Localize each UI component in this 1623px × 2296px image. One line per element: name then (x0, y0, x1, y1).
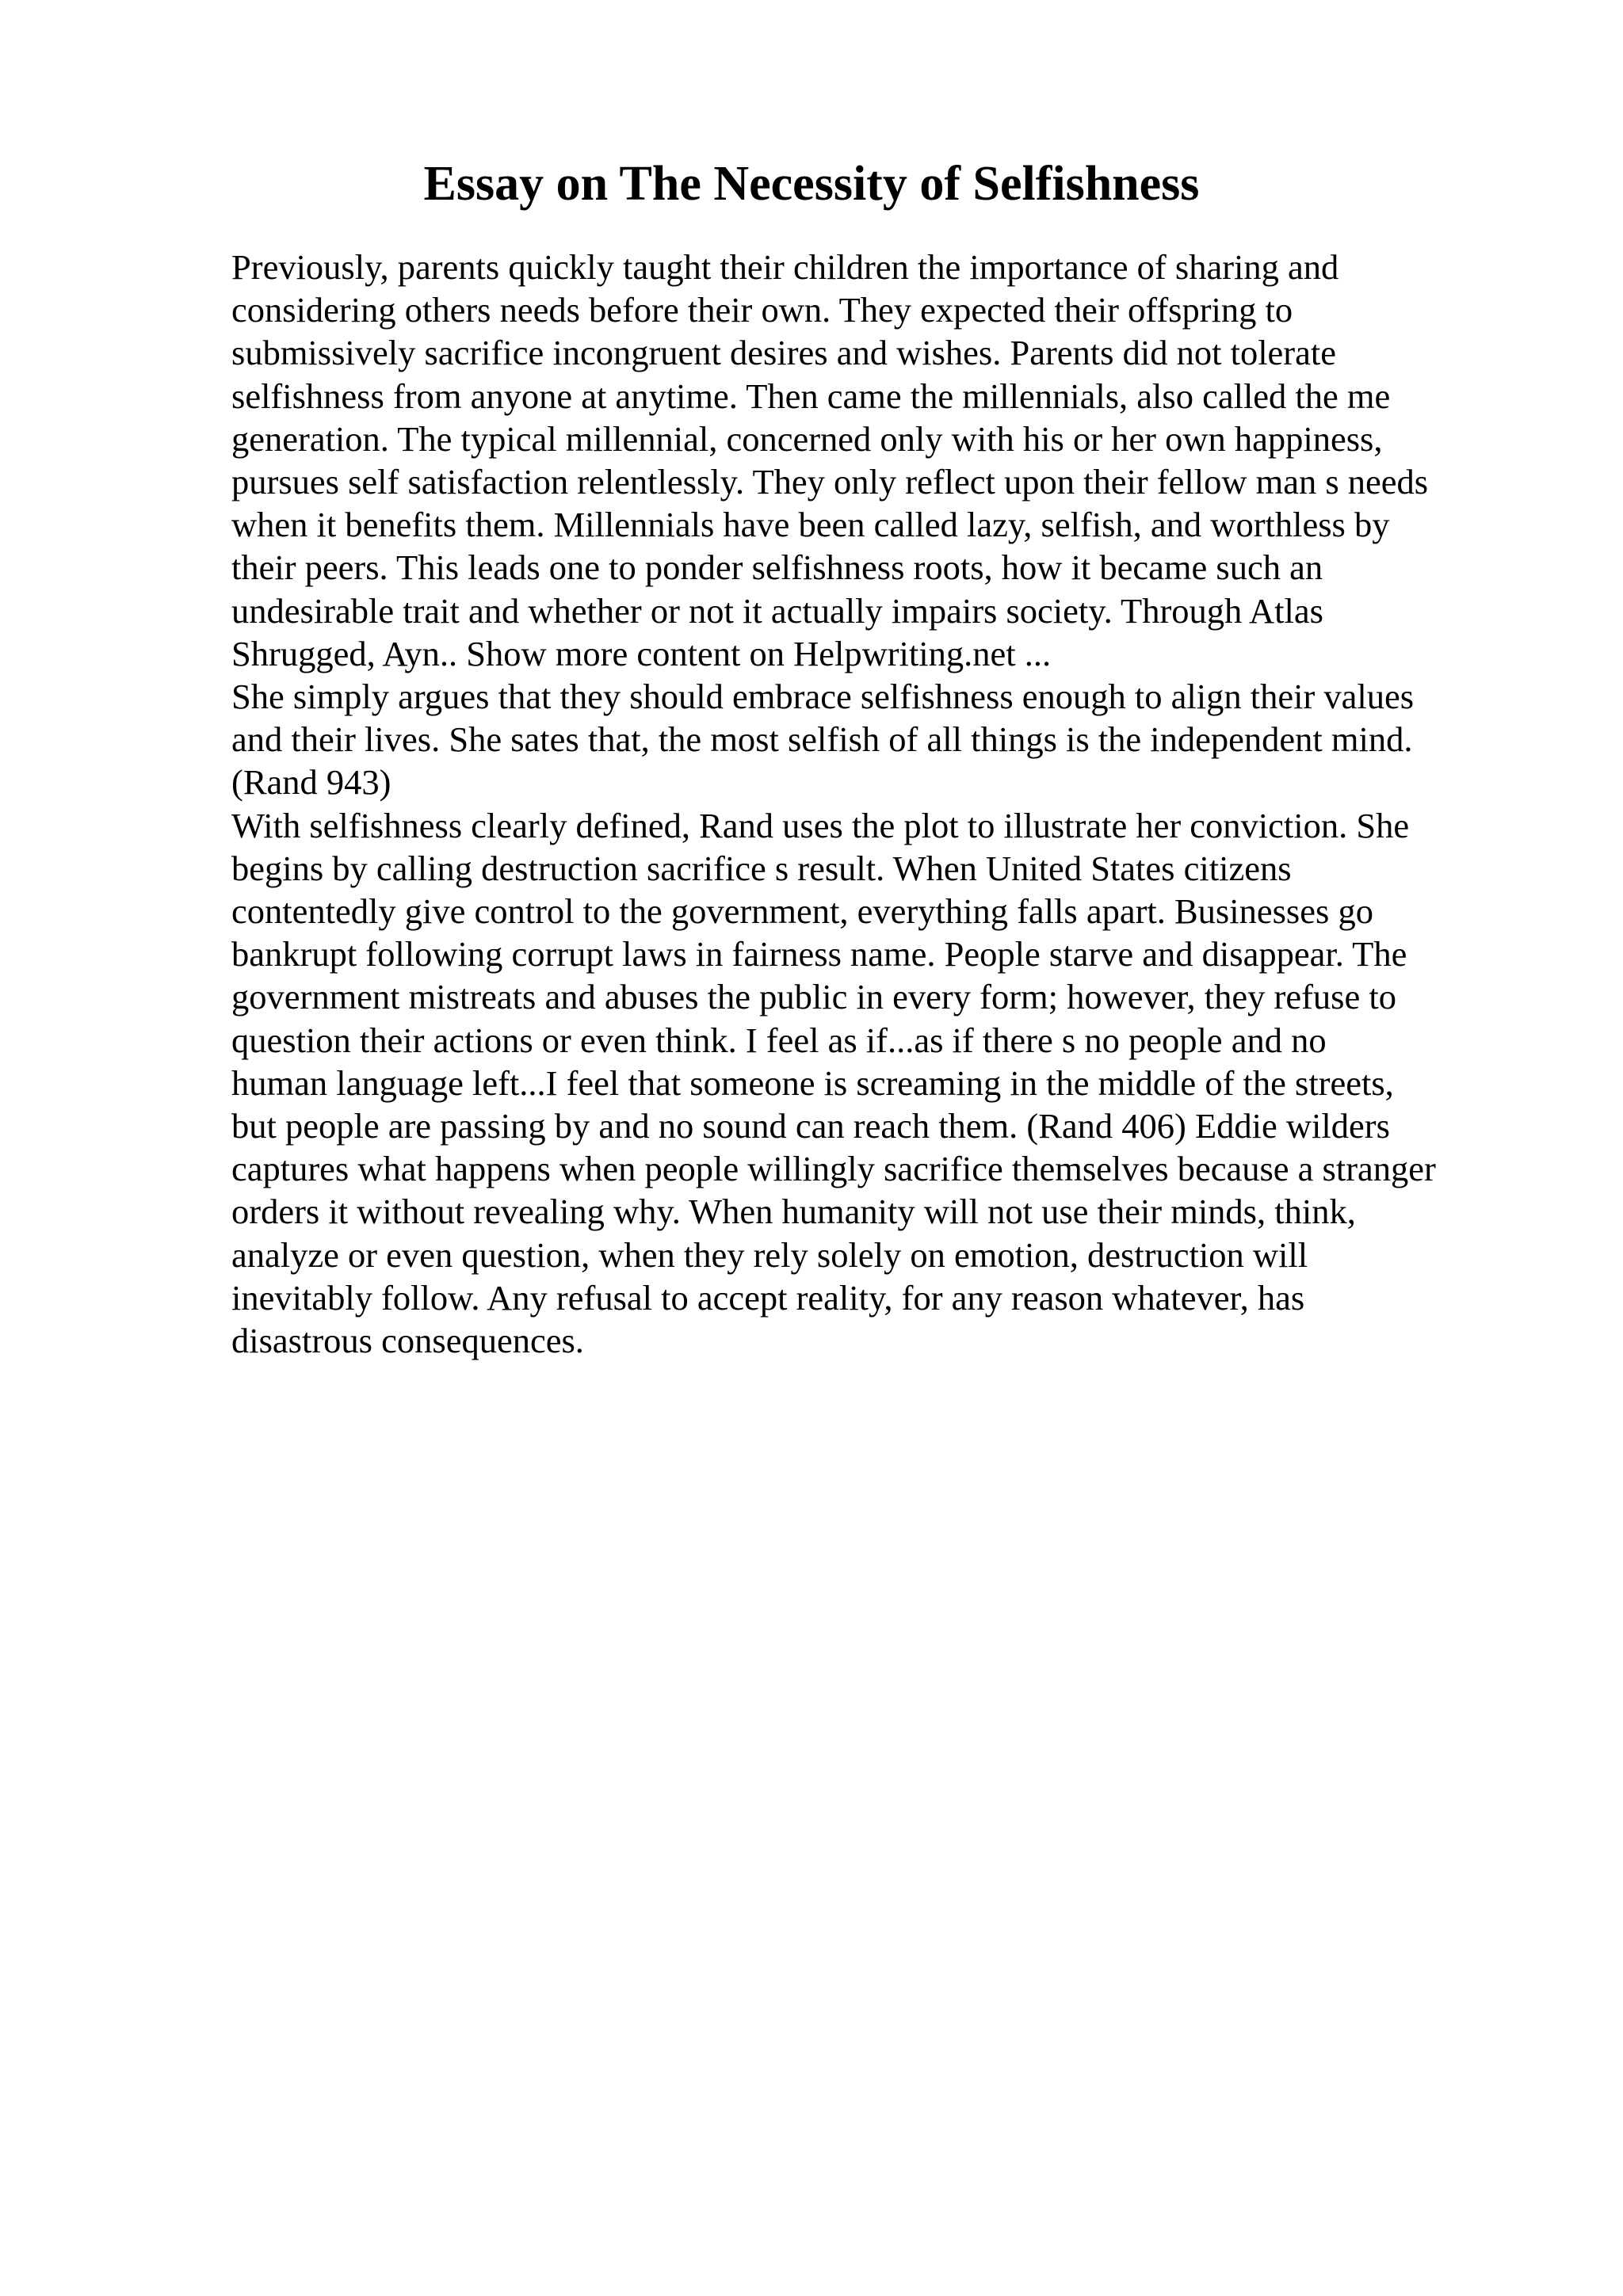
essay-line: captures what happens when people willingly sacrifice themselves because a stranger (231, 1149, 1436, 1189)
essay-line: bankrupt following corrupt laws in fairness name. People starve and disappear. The (231, 934, 1407, 974)
essay-line: government mistreats and abuses the public in every form; however, they refuse to (231, 977, 1396, 1017)
essay-line: (Rand 943) (231, 762, 391, 803)
essay-line: She simply argues that they should embrace selfishness enough to align their values (231, 677, 1415, 717)
essay-line: submissively sacrifice incongruent desires and wishes. Parents did not tolerate (231, 333, 1336, 373)
essay-line: Previously, parents quickly taught their children the importance of sharing and (231, 247, 1339, 287)
essay-line: With selfishness clearly defined, Rand uses the plot to illustrate her conviction. She (231, 805, 1410, 845)
essay-line: generation. The typical millennial, concerned only with his or her own happiness, (231, 418, 1383, 459)
essay-line: considering others needs before their own. They expected their offspring to (231, 290, 1293, 330)
essay-body (231, 246, 1531, 1362)
essay-line: human language left...I feel that someone is screaming in the middle of the streets, (231, 1062, 1394, 1103)
essay-line: but people are passing by and no sound can reach them. (Rand 406) Eddie wilders (231, 1106, 1390, 1146)
essay-line: begins by calling destruction sacrifice s result. When United States citizens (231, 848, 1292, 888)
essay-line: and their lives. She sates that, the most selfish of all things is the independent mind. (231, 719, 1413, 760)
essay-line: pursues self satisfaction relentlessly. They only reflect upon their fellow man s needs (231, 462, 1429, 502)
essay-line: disastrous consequences. (231, 1321, 584, 1361)
essay-line: question their actions or even think. I feel as if...as if there s no people and no (231, 1020, 1327, 1060)
essay-line: inevitably follow. Any refusal to accept reality, for any reason whatever, has (231, 1277, 1305, 1318)
essay-line: contentedly give control to the government, everything falls apart. Businesses go (231, 891, 1373, 932)
essay-line: their peers. This leads one to ponder selfishness roots, how it became such an (231, 547, 1323, 588)
essay-line: when it benefits them. Millennials have been called lazy, selfish, and worthless by (231, 505, 1390, 545)
essay-line: orders it without revealing why. When humanity will not use their minds, think, (231, 1192, 1356, 1232)
essay-line: undesirable trait and whether or not it actually impairs society. Through Atlas (231, 590, 1323, 631)
document-title: Essay on The Necessity of Selfishness (423, 157, 1200, 211)
essay-line: analyze or even question, when they rely solely on emotion, destruction will (231, 1234, 1308, 1275)
essay-line: Shrugged, Ayn.. Show more content on Helpwriting.net ... (231, 633, 1052, 673)
essay-line: selfishness from anyone at anytime. Then came the millennials, also called the me (231, 376, 1391, 416)
